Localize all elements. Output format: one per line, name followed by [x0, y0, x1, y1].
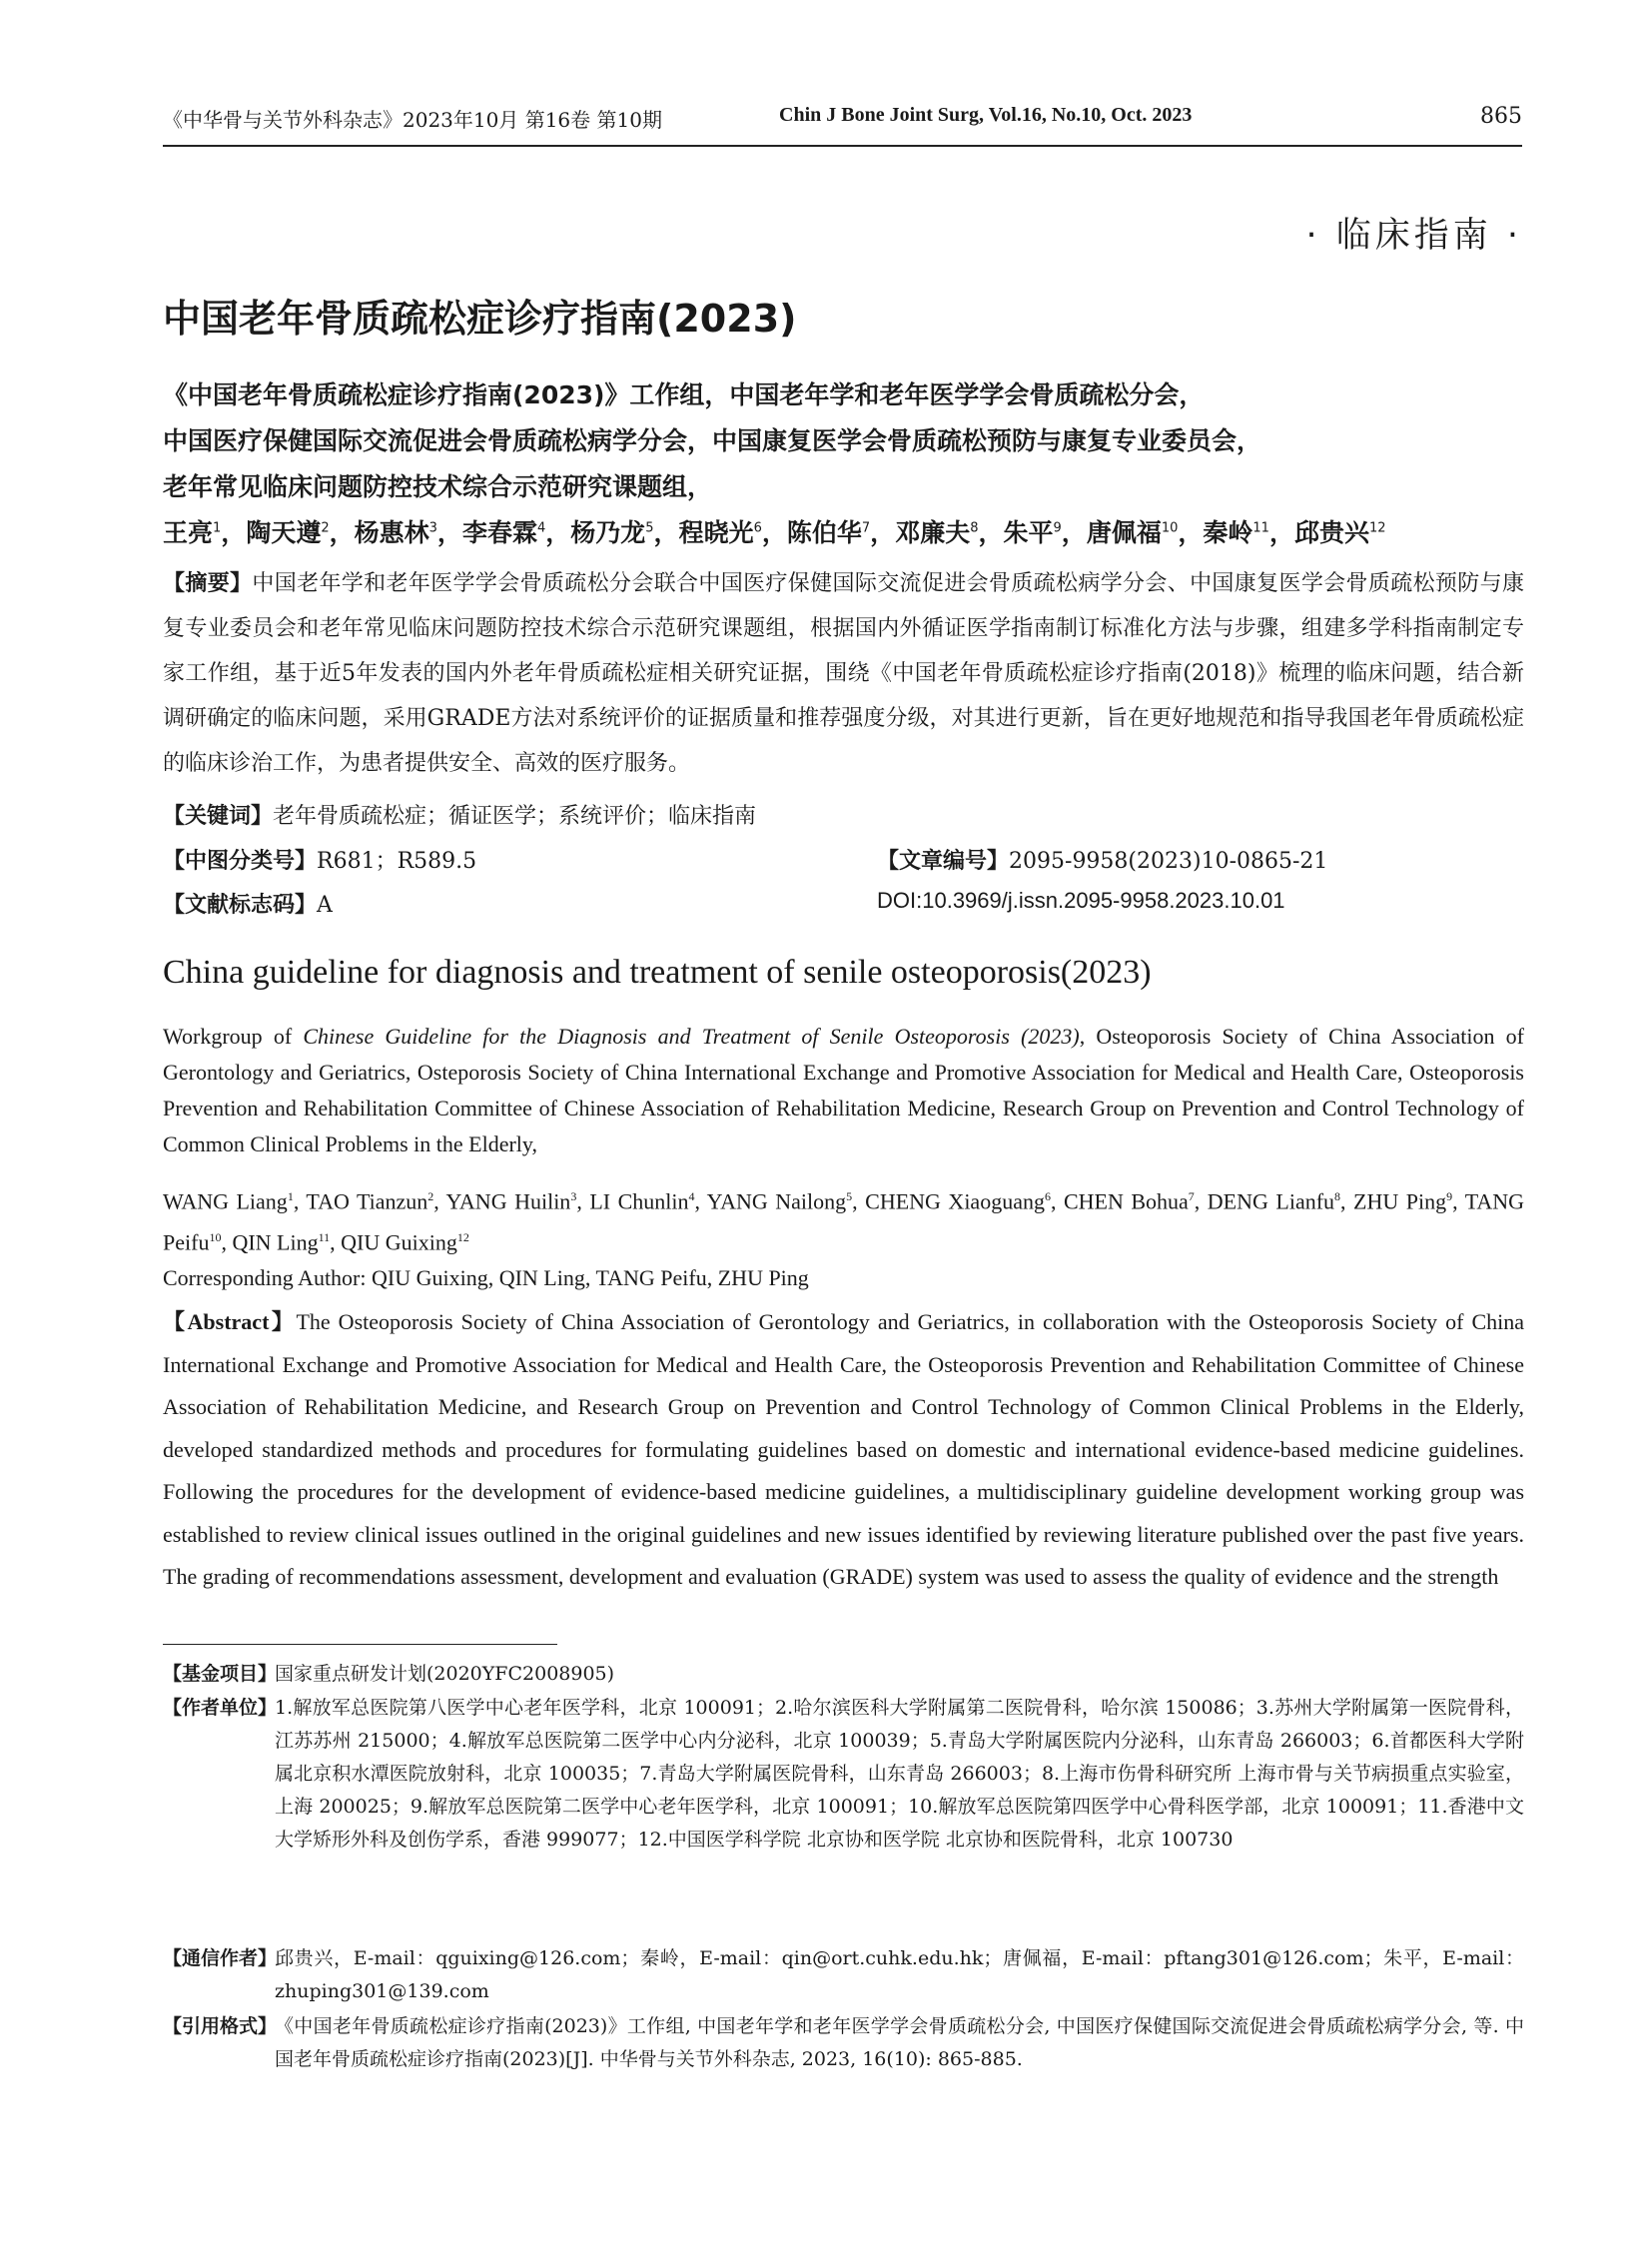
author-affiliation-mark: 8 [970, 520, 979, 536]
author-affiliation-mark: 6 [1044, 1189, 1051, 1203]
author-affiliation-mark: 9 [1446, 1189, 1453, 1203]
author-affiliation-mark: 10 [1161, 520, 1179, 536]
affiliations-text: 1.解放军总医院第八医学中心老年医学科，北京 100091；2.哈尔滨医科大学附属第二医院骨科，哈尔滨 150086；3.苏州大学附属第一医院骨科，江苏苏州 215000；4.解放军总医院第二医学中心内分泌科，北京 100039；5.青岛大学附属医院内分泌科，山东青岛 266003；6.首都医科大学附属北京积水潭医院放射科，北京 100035；7.青岛大学附属医院骨科，山东青岛 266003；8.上海市伤骨科研究所 上海市骨与关节病损重点实验室，上海 200025；9.解放军总医院第二医学中心老年医学科，北京 100091；10.解放军总医院第四医学中心骨科医学部，北京 100091；11.香港中文大学矫形外科及创伤学系，香港 999077；12.中国医学科学院 北京协和医学院 北京协和医院骨科，北京 100730 [275, 1697, 1524, 1851]
article-id-text: 2095-9958(2023)10-0865-21 [1009, 849, 1328, 874]
workgroup-guideline-title: Chinese Guideline for the Diagnosis and Treatment of Senile Osteoporosis (2023) [303, 1024, 1080, 1049]
footnote-rule [163, 1644, 557, 1645]
author-affiliation-mark: 7 [861, 520, 871, 536]
author-name: TANG Peifu [163, 1188, 1525, 1255]
author-name: 秦岭 [1203, 518, 1253, 547]
clc-label: 【中图分类号】 [163, 849, 318, 874]
clc-number [163, 844, 476, 875]
document-code-text: A [317, 893, 333, 918]
author-affiliation-mark: 10 [209, 1230, 222, 1245]
author-list-cn: 王亮$^1$，陶天遵$^2$，杨惠林$^3$，李春霖$^4$，杨乃龙$^5$，程晓光$^6$，陈伯华$^7$，邓廉夫$^8$，朱平$^9$，唐佩福$^{10}$，秦岭$^{11}$，邱贵兴$^{12}$ [163, 518, 1386, 547]
author-list-en: WANG Liang$^1$, TAO Tianzun$^2$, YANG Huilin$^3$, LI Chunlin$^4$, YANG Nailong$^5$, CHENG Xiaoguang$^6$, CHEN Bohua$^7$, DENG Lianfu$^8$, ZHU Ping$^9$, TANG Peifu$^{10}$, QIN Ling$^{11}$, QIU Guixing$^{12}$ [163, 1188, 1525, 1255]
author-affiliation-mark: 1 [213, 520, 222, 536]
author-name: 朱平 [1003, 518, 1054, 547]
header-rule [163, 145, 1522, 147]
author-affiliation-mark: 7 [1188, 1189, 1195, 1203]
author-name: 李春霖 [461, 518, 537, 547]
workgroup-prefix: Workgroup of [163, 1024, 304, 1049]
correspondence-text: 邱贵兴，E-mail：qguixing@126.com；秦岭，E-mail：qin@ort.cuhk.edu.hk；唐佩福，E-mail：pftang301@126.com；朱平，E-mail：zhuping301@139.com [275, 1947, 1524, 2002]
corresponding-author: Corresponding Author: QIU Guixing, QIN Ling, TANG Peifu, ZHU Ping [163, 1265, 809, 1290]
workgroup-line-1: 《中国老年骨质疏松症诊疗指南(2023)》工作组，中国老年学和老年医学学会骨质疏松分会， [163, 380, 1205, 409]
abstract-en-label: 【Abstract】 [163, 1309, 297, 1334]
workgroup-en [163, 1019, 1524, 1162]
doi-text: 10.3969/j.issn.2095-9958.2023.10.01 [922, 888, 1285, 913]
author-name: ZHU Ping [1353, 1188, 1447, 1214]
author-name: 杨乃龙 [570, 518, 646, 547]
author-affiliation-mark: 5 [846, 1189, 853, 1203]
author-affiliation-mark: 4 [536, 520, 546, 536]
author-affiliation-mark: 8 [1334, 1189, 1341, 1203]
author-affiliation-mark: 2 [321, 520, 330, 536]
workgroup-line-2: 中国医疗保健国际交流促进会骨质疏松病学分会，中国康复医学会骨质疏松预防与康复专业委员会， [163, 426, 1262, 455]
journal-header-cn: 《中华骨与关节外科杂志》2023年10月 第16卷 第10期 [163, 108, 662, 132]
author-affiliation-mark: 11 [318, 1230, 331, 1245]
workgroup-rest: , Osteoporosis Society of China Association of Gerontology and Geriatrics, Osteporosis Society of China International Exchange and Promotive Association for Medical and Health Care, Osteoporosis Prevention and Rehabilitation Committee of Chinese Association of Rehabilitation Medicine, Research Group on Prevention and Control Technology of Common Clinical Problems in the Elderly, [163, 1024, 1524, 1156]
document-code [163, 888, 333, 919]
page-number: 865 [1480, 104, 1522, 129]
author-name: LI Chunlin [589, 1188, 689, 1214]
footnote-fund [163, 1658, 1524, 1691]
author-affiliation-mark: 5 [645, 520, 654, 536]
article-id-label: 【文章编号】 [877, 849, 1010, 874]
author-affiliation-mark: 12 [1368, 520, 1386, 536]
abstract-en [163, 1301, 1524, 1599]
doi [877, 888, 1285, 914]
author-name: 王亮 [163, 518, 214, 547]
footnote-citation [163, 2010, 1524, 2076]
author-name: 邱贵兴 [1293, 518, 1369, 547]
author-name: YANG Nailong [706, 1188, 847, 1214]
author-name: 邓廉夫 [895, 518, 971, 547]
author-affiliation-mark: 9 [1053, 520, 1062, 536]
fund-text: 国家重点研发计划(2020YFC2008905) [275, 1663, 615, 1685]
author-name: 陶天遵 [246, 518, 322, 547]
abstract-cn-label: 【摘要】 [163, 571, 253, 596]
footnote-affiliations [163, 1692, 1524, 1857]
document-code-label: 【文献标志码】 [163, 893, 318, 918]
author-name: TAO Tianzun [306, 1188, 428, 1214]
workgroup-line-3: 老年常见临床问题防控技术综合示范研究课题组， [163, 472, 713, 501]
author-name: 陈伯华 [786, 518, 862, 547]
abstract-cn [163, 561, 1524, 786]
author-name: CHENG Xiaoguang [865, 1188, 1045, 1214]
author-affiliation-mark: 12 [456, 1230, 469, 1245]
author-name: WANG Liang [163, 1188, 288, 1214]
doi-label: DOI: [877, 888, 923, 913]
correspondence-label: 【通信作者】 [163, 1947, 278, 1969]
author-affiliation-mark: 3 [428, 520, 437, 536]
abstract-en-text: The Osteoporosis Society of China Association of Gerontology and Geriatrics, in collaboration with the Osteoporosis Society of China International Exchange and Promotive Association for Medical and Health Care, the Osteoporosis Prevention and Rehabilitation Committee of Chinese Association of Rehabilitation Medicine, and Research Group on Prevention and Control Technology of Common Clinical Problems in the Elderly, developed standardized methods and procedures for formulating guidelines based on domestic and international evidence-based medicine guidelines. Following the procedures for the development of evidence-based medicine guidelines, a multidisciplinary guideline development working group was established to review clinical issues outlined in the original guidelines and new issues identified by reviewing literature published over the past five years. The grading of recommendations assessment, development and evaluation (GRADE) system was used to assess the quality of evidence and the strength [163, 1309, 1524, 1589]
author-name: QIU Guixing [341, 1229, 457, 1255]
affiliations-label: 【作者单位】 [163, 1697, 278, 1719]
author-name: QIN Ling [232, 1229, 319, 1255]
author-name: 唐佩福 [1086, 518, 1162, 547]
author-name: DENG Lianfu [1207, 1188, 1335, 1214]
author-affiliation-mark: 3 [570, 1189, 577, 1203]
author-affiliation-mark: 4 [688, 1189, 695, 1203]
keywords-label: 【关键词】 [163, 804, 274, 829]
citation-text: 《中国老年骨质疏松症诊疗指南(2023)》工作组, 中国老年学和老年医学学会骨质疏松分会, 中国医疗保健国际交流促进会骨质疏松病学分会, 等. 中国老年骨质疏松症诊疗指南(2023)[J]. 中华骨与关节外科杂志, 2023, 16(10): 865-885. [275, 2015, 1524, 2070]
footnote-correspondence [163, 1942, 1524, 2008]
fund-label: 【基金项目】 [163, 1663, 278, 1685]
keywords-cn [163, 799, 756, 830]
journal-header-en: Chin J Bone Joint Surg, Vol.16, No.10, Oct. 2023 [779, 104, 1193, 126]
page-title: 中国老年骨质疏松症诊疗指南(2023) [163, 297, 797, 341]
author-name: 杨惠林 [354, 518, 429, 547]
citation-label: 【引用格式】 [163, 2015, 278, 2037]
author-affiliation-mark: 1 [287, 1189, 294, 1203]
abstract-cn-text: 中国老年学和老年医学学会骨质疏松分会联合中国医疗保健国际交流促进会骨质疏松病学分会、中国康复医学会骨质疏松预防与康复专业委员会和老年常见临床问题防控技术综合示范研究课题组，根据国内外循证医学指南制订标准化方法与步骤，组建多学科指南制定专家工作组，基于近5年发表的国内外老年骨质疏松症相关研究证据，围绕《中国老年骨质疏松症诊疗指南(2018)》梳理的临床问题，结合新调研确定的临床问题，采用GRADE方法对系统评价的证据质量和推荐强度分级，对其进行更新，旨在更好地规范和指导我国老年骨质疏松症的临床诊治工作，为患者提供安全、高效的医疗服务。 [163, 571, 1524, 776]
keywords-text: 老年骨质疏松症；循证医学；系统评价；临床指南 [273, 804, 757, 829]
author-name: 程晓光 [678, 518, 754, 547]
author-affiliation-mark: 6 [753, 520, 762, 536]
author-affiliation-mark: 2 [427, 1189, 434, 1203]
article-id [877, 844, 1327, 875]
english-title: China guideline for diagnosis and treatment of senile osteoporosis(2023) [163, 954, 1152, 991]
author-affiliation-mark: 11 [1252, 520, 1269, 536]
author-name: YANG Huilin [445, 1188, 571, 1214]
clc-text: R681；R589.5 [317, 849, 477, 874]
column-label: · 临床指南 · [1305, 216, 1522, 256]
author-name: CHEN Bohua [1063, 1188, 1189, 1214]
